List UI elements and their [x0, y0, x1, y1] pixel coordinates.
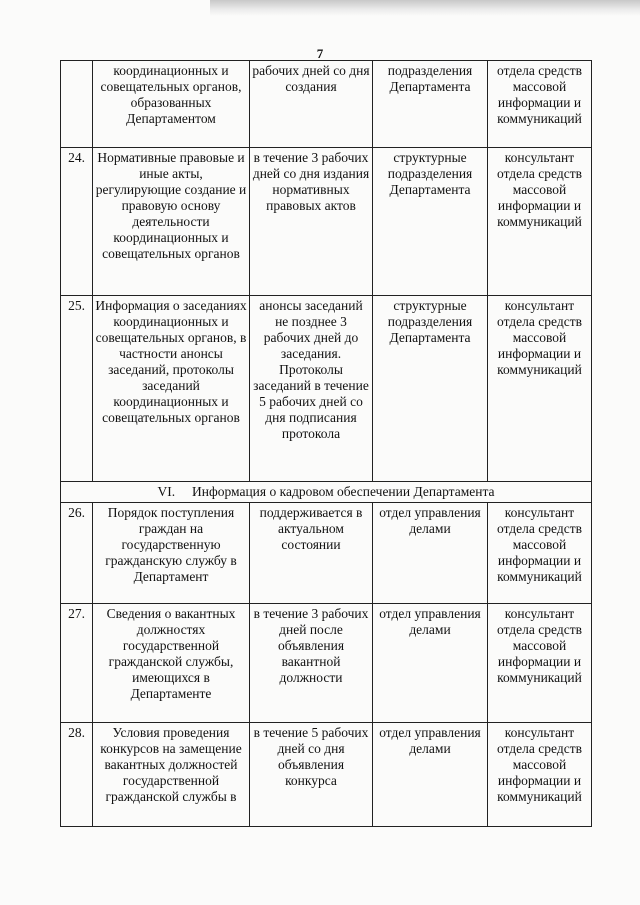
row-number: 28. [61, 723, 93, 827]
responsible-cell: отдела средств массовой информации и коммуникаций [488, 61, 592, 148]
item-cell: Условия проведения конкурсов на замещение вакантных должностей государственной гражданской службы в [93, 723, 250, 827]
provider-cell: структурные подразделения Департамента [373, 148, 488, 296]
responsible-cell: консультант отдела средств массовой информации и коммуникаций [488, 604, 592, 723]
responsible-cell: консультант отдела средств массовой информации и коммуникаций [488, 148, 592, 296]
section-title: Информация о кадровом обеспечении Департамента [191, 484, 495, 499]
scan-edge-shadow [210, 0, 640, 16]
term-cell: в течение 3 рабочих дней со дня издания нормативных правовых актов [250, 148, 373, 296]
term-cell: поддерживается в актуальном состоянии [250, 503, 373, 604]
row-number: 26. [61, 503, 93, 604]
provider-cell: отдел управления делами [373, 604, 488, 723]
row-number: 24. [61, 148, 93, 296]
row-number: 27. [61, 604, 93, 723]
table-row [61, 148, 592, 296]
item-cell: координационных и совещательных органов, образованных Департаментом [93, 61, 250, 148]
provider-cell: отдел управления делами [373, 723, 488, 827]
responsible-cell: консультант отдела средств массовой информации и коммуникаций [488, 296, 592, 482]
table-row [61, 61, 592, 148]
table-row [61, 723, 592, 827]
item-cell: Нормативные правовые и иные акты, регулирующие создание и правовую основу деятельности координационных и совещательных органов [93, 148, 250, 296]
row-number [61, 61, 93, 148]
provider-cell: структурные подразделения Департамента [373, 296, 488, 482]
row-number: 25. [61, 296, 93, 482]
page-number: 7 [316, 46, 324, 61]
provider-cell: подразделения Департамента [373, 61, 488, 148]
section-heading [61, 482, 592, 503]
term-cell: в течение 3 рабочих дней после объявления вакантной должности [250, 604, 373, 723]
term-cell: анонсы заседаний не позднее 3 рабочих дней до заседания. Протоколы заседаний в течение 5 рабочих дней со дня подписания протокола [250, 296, 373, 482]
item-cell: Сведения о вакантных должностях государственной гражданской службы, имеющихся в Департаменте [93, 604, 250, 723]
responsible-cell: консультант отдела средств массовой информации и коммуникаций [488, 723, 592, 827]
section-heading-row [61, 482, 592, 503]
responsible-cell: консультант отдела средств массовой информации и коммуникаций [488, 503, 592, 604]
item-cell: Порядок поступления граждан на государственную гражданскую службу в Департамент [93, 503, 250, 604]
provider-cell: отдел управления делами [373, 503, 488, 604]
table-row [61, 604, 592, 723]
document-table [60, 60, 592, 827]
term-cell: рабочих дней со дня создания [250, 61, 373, 148]
term-cell: в течение 5 рабочих дней со дня объявления конкурса [250, 723, 373, 827]
item-cell: Информация о заседаниях координационных и совещательных органов, в частности анонсы заседаний, протоколы заседаний координационных и совещательных органов [93, 296, 250, 482]
table-row [61, 503, 592, 604]
table-row [61, 296, 592, 482]
section-numeral: VI. [157, 484, 176, 499]
